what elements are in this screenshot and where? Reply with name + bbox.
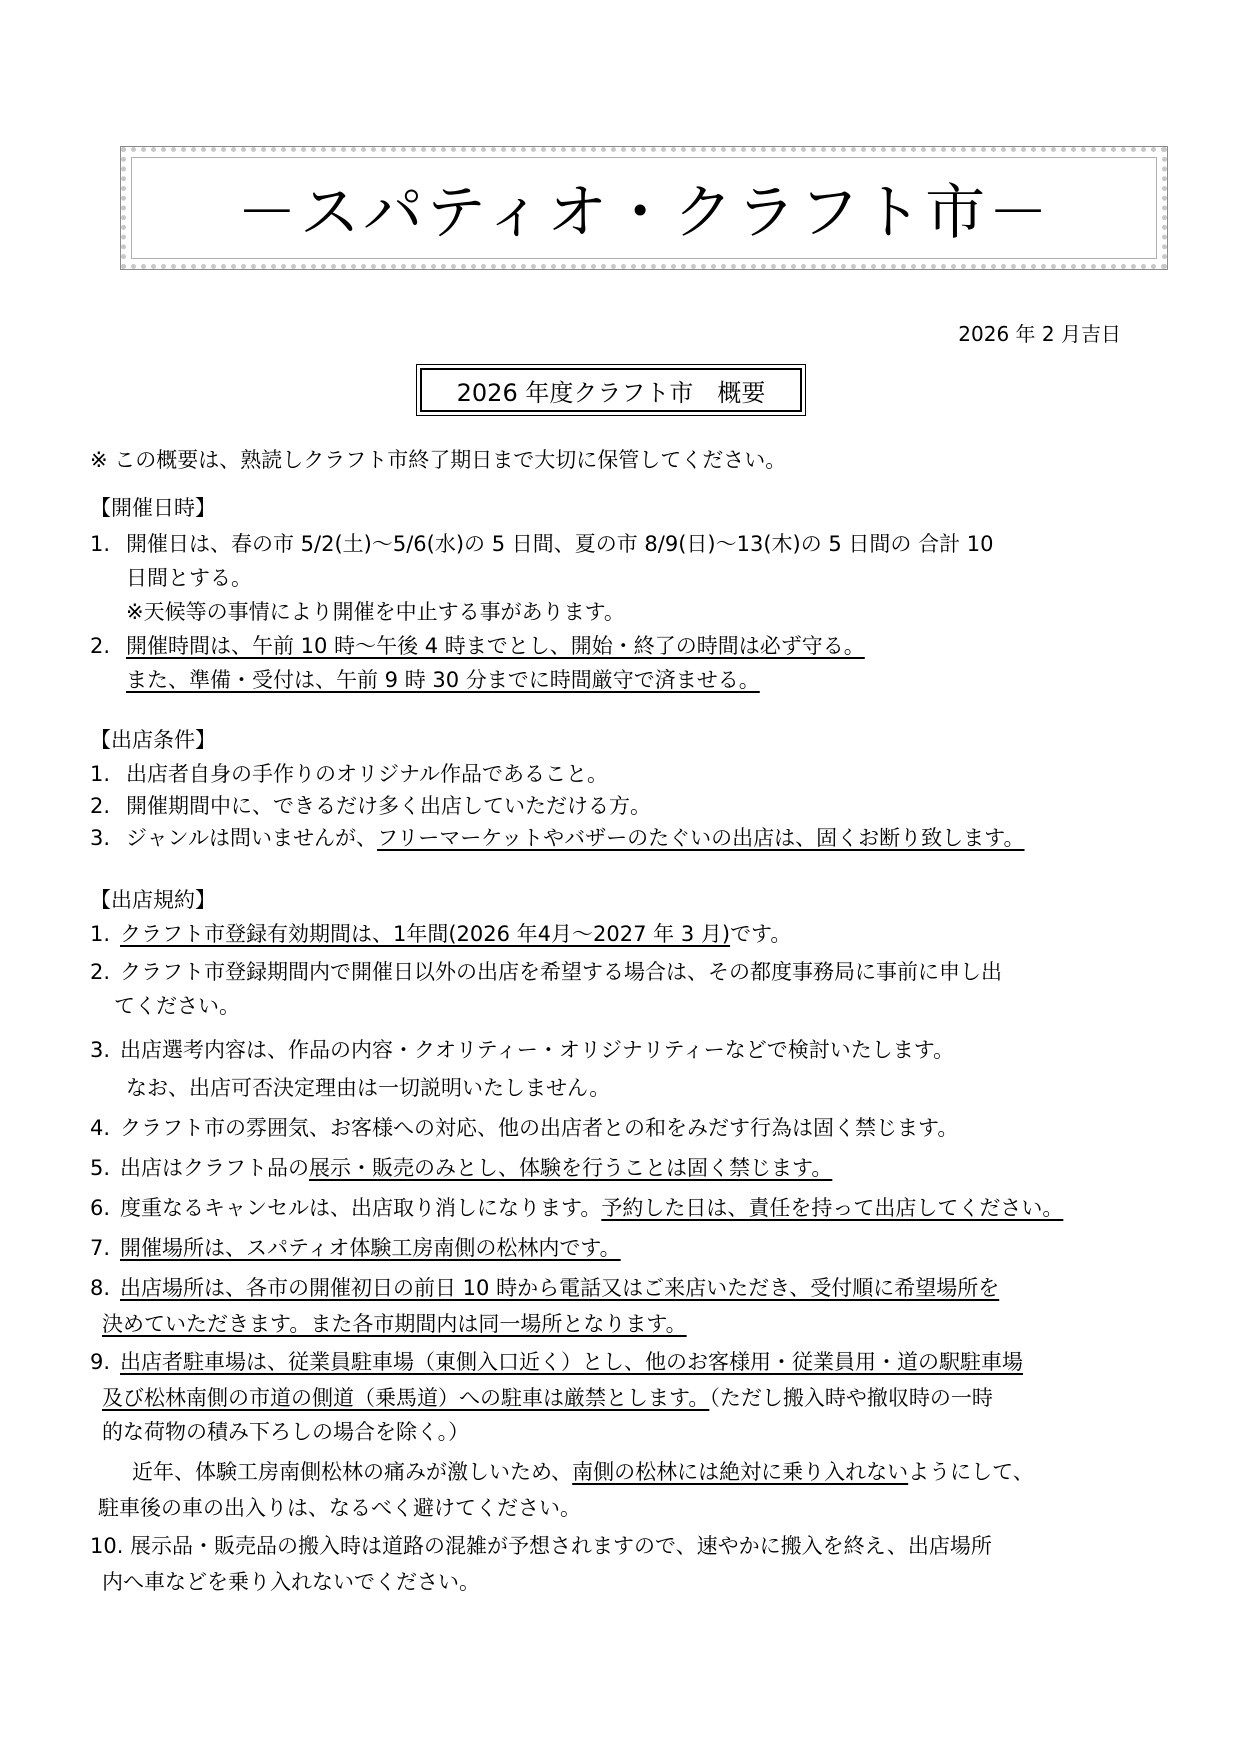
subtitle: 2026 年度クラフト市 概要 — [420, 368, 802, 412]
rule-9-line-2 — [102, 1386, 993, 1411]
rule-9-line-4-part-a: 近年、体験工房南側松林の痛みが激しいため、 — [132, 1460, 573, 1484]
conditions-item-3-part-b: フリーマーケットやバザーのたぐいの出店は、固くお断り致します。 — [377, 826, 1025, 850]
rule-2-line-2: てください。 — [114, 994, 240, 1018]
rule-2-number: 2. — [90, 960, 111, 984]
conditions-item-3-part-a: ジャンルは問いませんが、 — [126, 826, 378, 850]
schedule-item-2-number: 2. — [90, 634, 111, 658]
conditions-item-2-number: 2. — [90, 794, 111, 818]
rule-5-part-b: 展示・販売のみとし、体験を行うことは固く禁じます。 — [309, 1156, 833, 1180]
rule-6 — [120, 1196, 1063, 1221]
conditions-item-1: 出店者自身の手作りのオリジナル作品であること。 — [126, 762, 608, 786]
rule-9-line-2-part-b: （ただし搬入時や撤収時の一時 — [709, 1386, 993, 1410]
rule-8-number: 8. — [90, 1276, 111, 1300]
rule-4: クラフト市の雰囲気、お客様への対応、他の出店者との和をみだす行為は固く禁じます。 — [120, 1116, 959, 1140]
subtitle-box — [416, 364, 806, 416]
rule-8-line-1: 出店場所は、各市の開催初日の前日 10 時から電話又はご来店いただき、受付順に希望場所を — [120, 1276, 1000, 1300]
rule-3-line-2: なお、出店可否決定理由は一切説明いたしません。 — [126, 1076, 611, 1100]
rule-1-number: 1. — [90, 922, 111, 946]
rule-5-number: 5. — [90, 1156, 111, 1180]
rule-6-part-a: 度重なるキャンセルは、出店取り消しになります。 — [120, 1196, 602, 1220]
rule-5 — [120, 1156, 832, 1181]
rule-1-part-b: です。 — [730, 922, 792, 946]
title-frame — [120, 146, 1168, 270]
rule-1 — [120, 922, 791, 947]
rule-9-line-5: 駐車後の車の出入りは、なるべく避けてください。 — [98, 1496, 581, 1520]
rule-3-number: 3. — [90, 1038, 111, 1062]
schedule-item-1-line-1: 開催日は、春の市 5/2(土)～5/6(水)の 5 日間、夏の市 8/9(日)～13(木)の 5 日間の 合計 10 — [126, 532, 994, 556]
rule-5-part-a: 出店はクラフト品の — [120, 1156, 309, 1180]
schedule-item-1-note: ※天候等の事情により開催を中止する事があります。 — [126, 600, 625, 624]
rule-3-line-1: 出店選考内容は、作品の内容・クオリティー・オリジナリティーなどで検討いたします。 — [120, 1038, 955, 1062]
conditions-item-3 — [126, 826, 1025, 851]
rule-7: 開催場所は、スパティオ体験工房南側の松林内です。 — [120, 1236, 621, 1260]
rule-10-line-2: 内へ車などを乗り入れないでください。 — [102, 1570, 480, 1594]
rule-10-number: 10. — [90, 1534, 124, 1558]
conditions-item-3-number: 3. — [90, 826, 111, 850]
rule-6-part-b: 予約した日は、責任を持って出店してください。 — [601, 1196, 1064, 1220]
page-title: －スパティオ・クラフト市－ — [236, 178, 1052, 248]
rule-7-number: 7. — [90, 1236, 111, 1260]
schedule-item-2-line-1: 開催時間は、午前 10 時～午後 4 時までとし、開始・終了の時間は必ず守る。 — [126, 634, 865, 658]
section-heading-rules: 【出店規約】 — [90, 888, 216, 912]
section-heading-schedule: 【開催日時】 — [90, 496, 216, 520]
section-heading-conditions: 【出店条件】 — [90, 728, 216, 752]
schedule-item-1-line-2: 日間とする。 — [126, 566, 252, 590]
rule-9-number: 9. — [90, 1350, 111, 1374]
rule-9-line-4-part-b: 南側の松林には絶対に乗り入れない — [572, 1460, 909, 1484]
issue-date: 2026 年 2 月吉日 — [958, 322, 1121, 346]
rule-6-number: 6. — [90, 1196, 111, 1220]
rule-2-line-1: クラフト市登録期間内で開催日以外の出店を希望する場合は、その都度事務局に事前に申し出 — [120, 960, 1002, 984]
rule-8-line-2: 決めていただきます。また各市期間内は同一場所となります。 — [102, 1312, 687, 1336]
conditions-item-1-number: 1. — [90, 762, 111, 786]
rule-9-line-4-part-c: ようにして、 — [908, 1460, 1034, 1484]
rule-9-line-3: 的な荷物の積み下ろしの場合を除く。） — [102, 1420, 470, 1444]
rule-9-line-2-part-a: 及び松林南側の市道の側道（乗馬道）への駐車は厳禁とします。 — [102, 1386, 710, 1410]
rule-9-line-1: 出店者駐車場は、従業員駐車場（東側入口近く）とし、他のお客様用・従業員用・道の駅駐車場 — [120, 1350, 1023, 1374]
rule-9-line-4 — [132, 1460, 1034, 1485]
schedule-item-1-number: 1. — [90, 532, 111, 556]
schedule-item-2-line-2: また、準備・受付は、午前 9 時 30 分までに時間厳守で済ませる。 — [126, 668, 760, 692]
conditions-item-2: 開催期間中に、できるだけ多く出店していただける方。 — [126, 794, 651, 818]
title-frame-inner — [131, 157, 1157, 259]
notice: ※ この概要は、熟読しクラフト市終了期日まで大切に保管してください。 — [90, 448, 787, 472]
rule-4-number: 4. — [90, 1116, 111, 1140]
rule-10-line-1: 展示品・販売品の搬入時は道路の混雑が予想されますので、速やかに搬入を終え、出店場所 — [130, 1534, 992, 1558]
rule-1-part-a: クラフト市登録有効期間は、1年間(2026 年4月～2027 年 3 月) — [120, 922, 731, 946]
